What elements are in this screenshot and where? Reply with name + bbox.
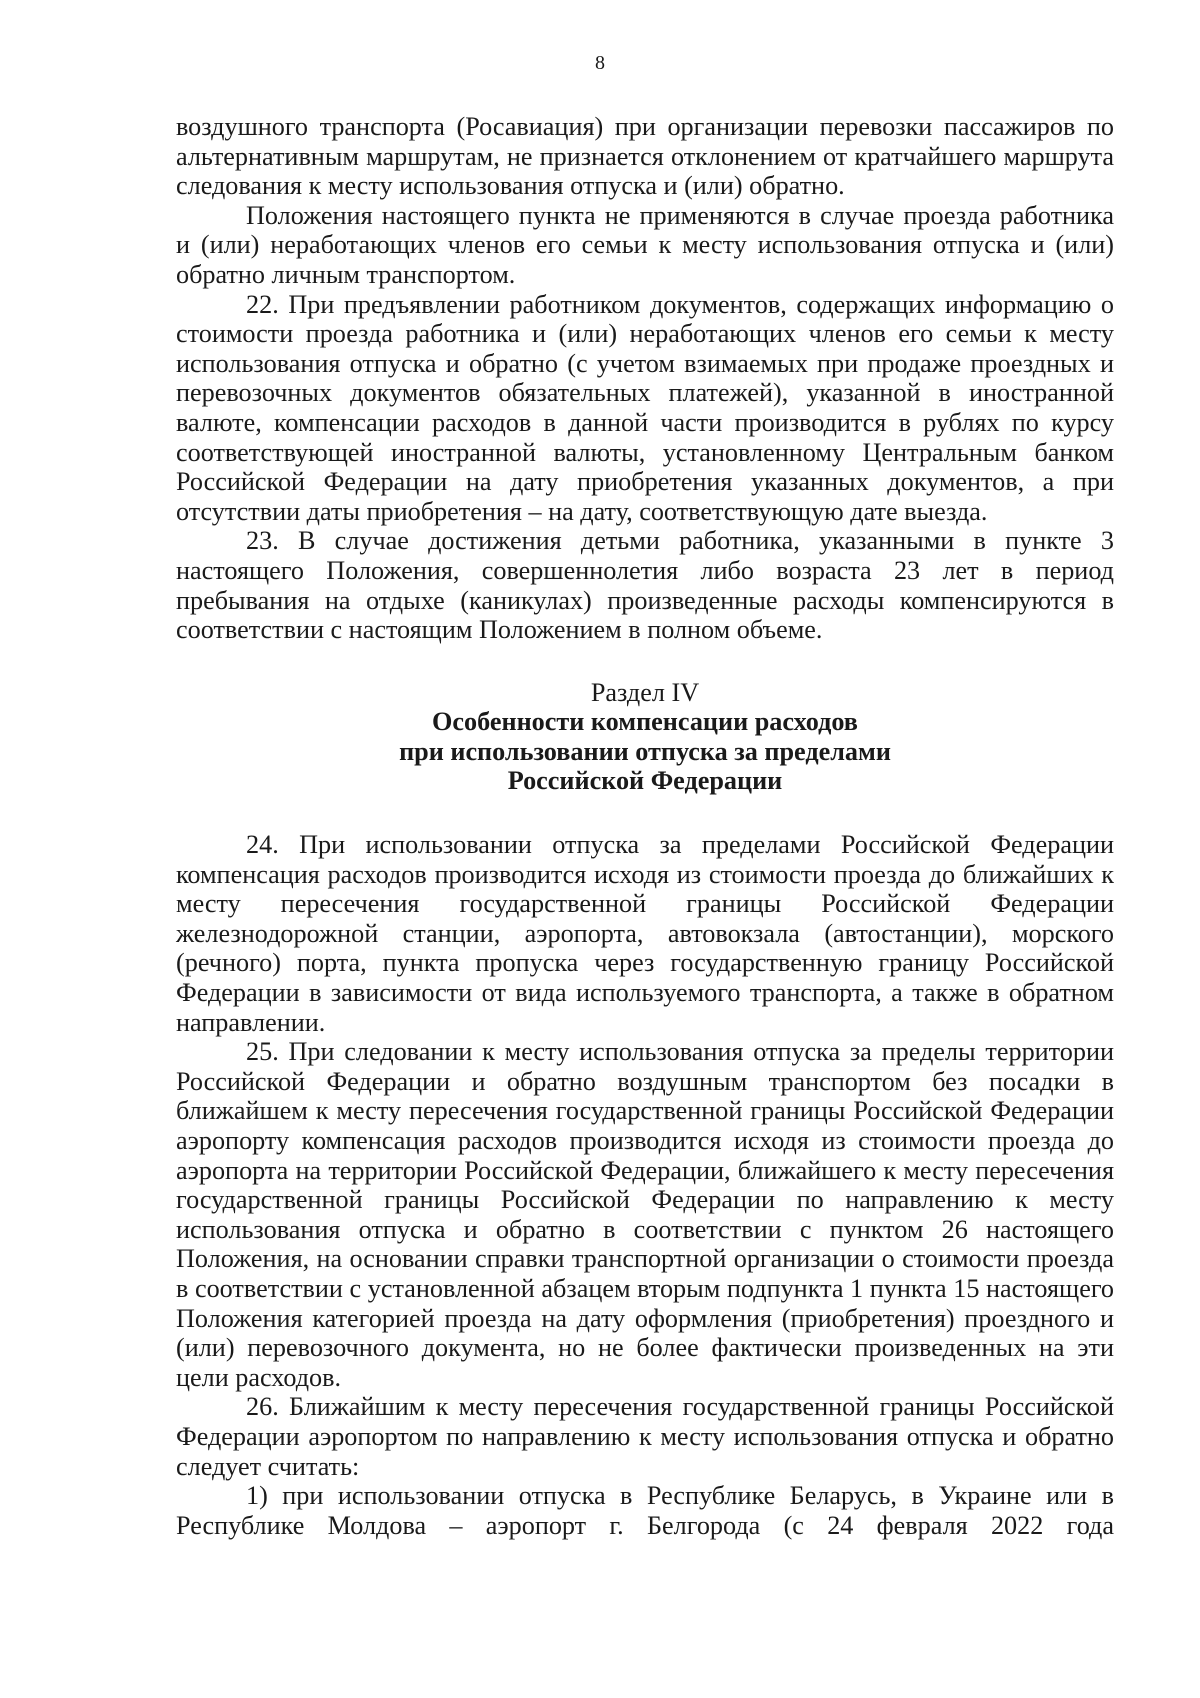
- section-title-line: при использовании отпуска за пределами: [399, 736, 891, 766]
- paragraph-item-23: 23. В случае достижения детьми работника, указанными в пункте 3 настоящего Положения, совершеннолетия либо возраста 23 лет в период пребывания на отдыхе (каникулах) произведенные расходы компенсируются в соответствии с настоящим Положением в полном объеме.: [176, 526, 1114, 645]
- section-label: Раздел IV: [590, 677, 700, 707]
- section-heading: [176, 678, 1114, 796]
- document-body: [176, 112, 1114, 1540]
- paragraph-continuation: воздушного транспорта (Росавиация) при организации перевозки пассажиров по альтернативным маршрутам, не признается отклонением от кратчайшего маршрута следования к месту использования отпуска и (или) обратно.: [176, 112, 1114, 201]
- section-title-line: Особенности компенсации расходов: [432, 707, 858, 737]
- section-title-line: Российской Федерации: [507, 766, 783, 796]
- paragraph: Положения настоящего пункта не применяются в случае проезда работника и (или) неработающих членов его семьи к месту использования отпуска и (или) обратно личным транспортом.: [176, 200, 1114, 289]
- paragraph-item-22: 22. При предъявлении работником документов, содержащих информацию о стоимости проезда работника и (или) неработающих членов его семьи к месту использования отпуска и обратно (с учетом взимаемых при продаже проездных и перевозочных документов обязательных платежей), указанной в иностранной валюте, компенсации расходов в данной части производится в рублях по курсу соответствующей иностранной валюты, установленному Центральным банком Российской Федерации на дату приобретения указанных документов, а при отсутствии даты приобретения – на дату, соответствующую дате выезда.: [176, 289, 1114, 526]
- paragraph-item-25: 25. При следовании к месту использования отпуска за пределы территории Российской Федерации и обратно воздушным транспортом без посадки в ближайшем к месту пересечения государственной границы Российской Федерации аэропорту компенсация расходов производится исходя из стоимости проезда до аэропорта на территории Российской Федерации, ближайшего к месту пересечения государственной границы Российской Федерации по направлению к месту использования отпуска и обратно в соответствии с пунктом 26 настоящего Положения, на основании справки транспортной организации о стоимости проезда в соответствии с установленной абзацем вторым подпункта 1 пункта 15 настоящего Положения категорией проезда на дату оформления (приобретения) проездного и (или) перевозочного документа, но не более фактически произведенных на эти цели расходов.: [176, 1037, 1114, 1392]
- paragraph-subitem-1: 1) при использовании отпуска в Республике Беларусь, в Украине или в Республике Молдова – аэропорт г. Белгорода (с 24 февраля 2022 года: [176, 1481, 1114, 1540]
- paragraph-item-26: 26. Ближайшим к месту пересечения государственной границы Российской Федерации аэропортом по направлению к месту использования отпуска и обратно следует считать:: [176, 1392, 1114, 1481]
- paragraph-item-24: 24. При использовании отпуска за пределами Российской Федерации компенсация расходов производится исходя из стоимости проезда до ближайших к месту пересечения государственной границы Российской Федерации железнодорожной станции, аэропорта, автовокзала (автостанции), морского (речного) порта, пункта пропуска через государственную границу Российской Федерации в зависимости от вида используемого транспорта, а также в обратном направлении.: [176, 830, 1114, 1037]
- page-number: 8: [595, 52, 605, 74]
